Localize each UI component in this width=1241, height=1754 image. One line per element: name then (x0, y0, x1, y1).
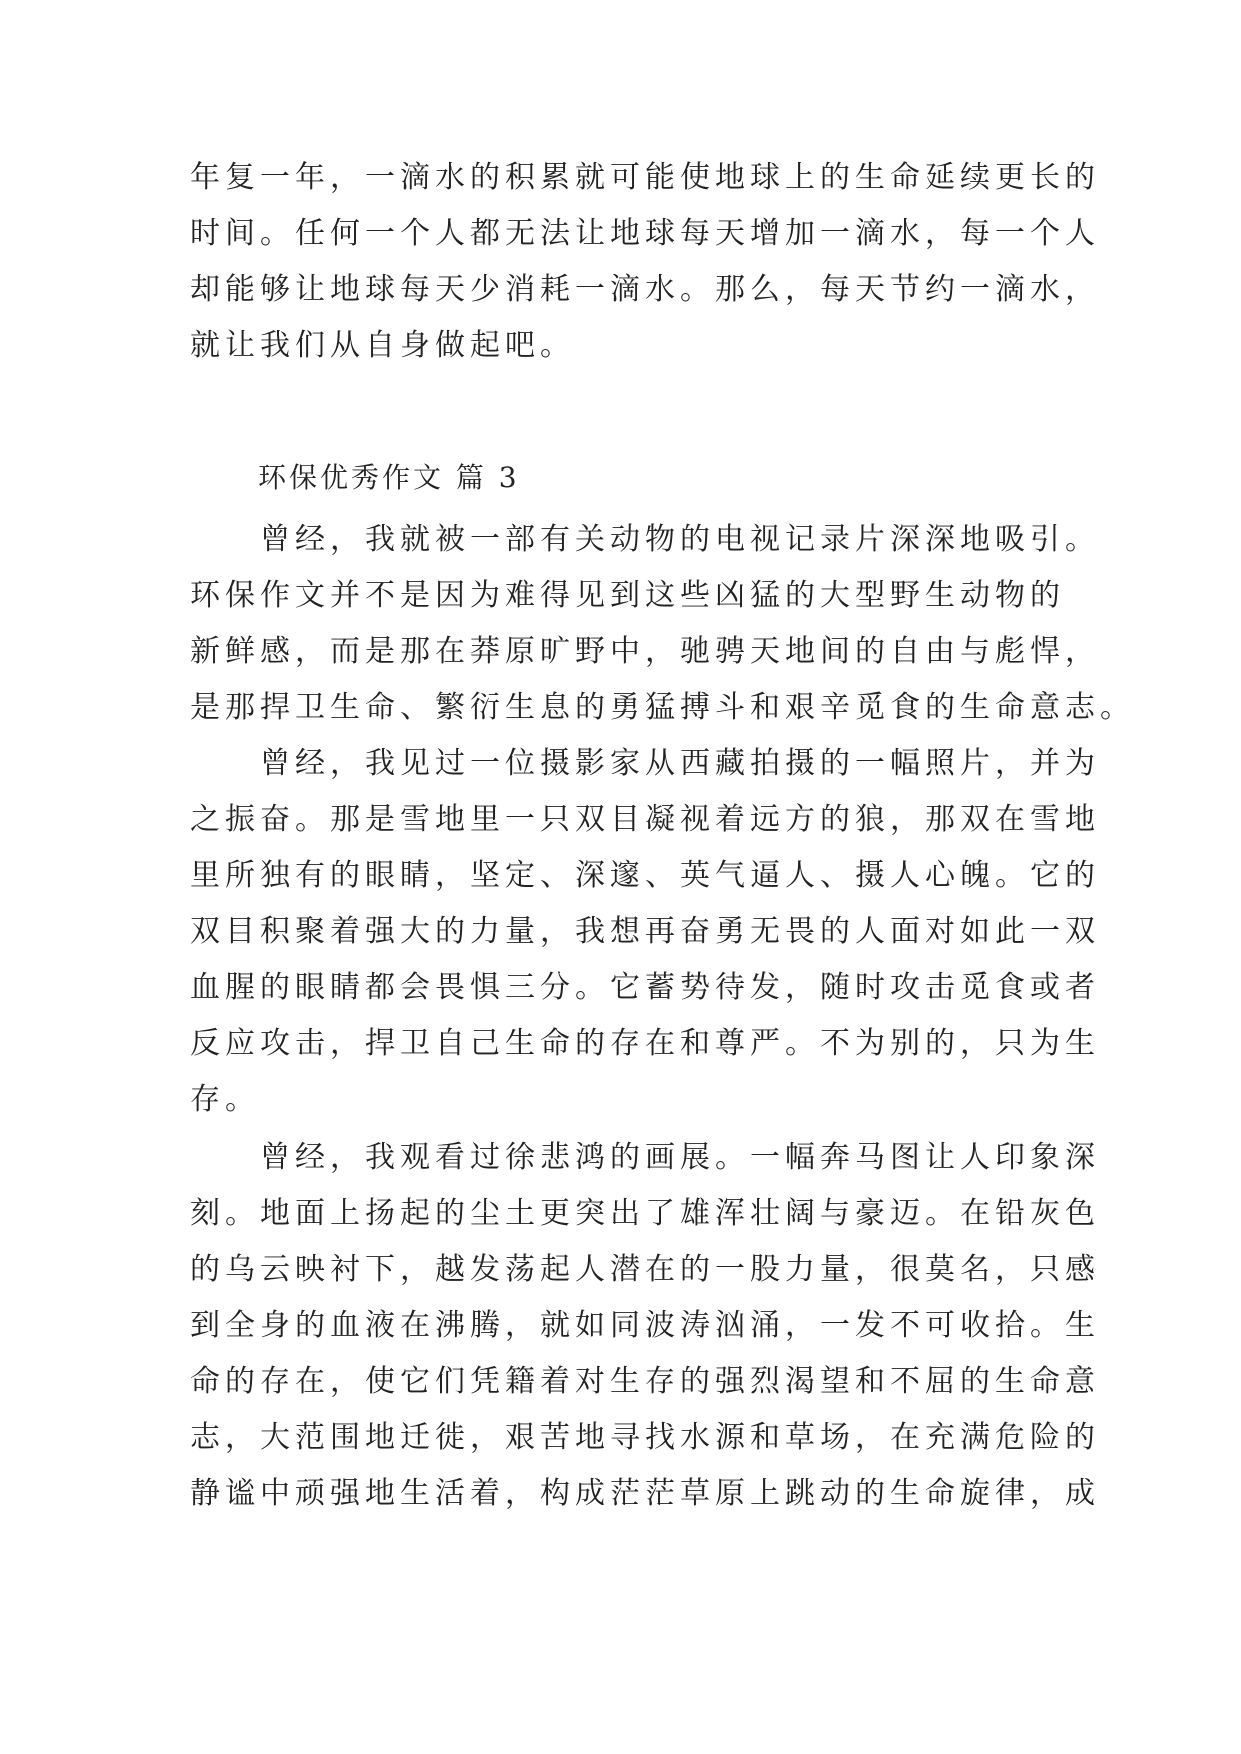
paragraph-2 (190, 736, 1100, 1128)
text-line: 双目积聚着强大的力量，我想再奋勇无畏的人面对如此一双 (190, 914, 1100, 949)
text-line: 血腥的眼睛都会畏惧三分。它蓄势待发，随时攻击觅食或者 (190, 970, 1100, 1005)
text-line: 却能够让地球每天少消耗一滴水。那么，每天节约一滴水， (190, 272, 1100, 307)
text-line: 曾经，我就被一部有关动物的电视记录片深深地吸引。 (260, 522, 1100, 557)
paragraph-intro (190, 150, 1100, 374)
text-line: 曾经，我见过一位摄影家从西藏拍摄的一幅照片，并为 (260, 746, 1100, 781)
text-line: 命的存在，使它们凭籍着对生存的强烈渴望和不屈的生命意 (190, 1364, 1100, 1399)
text-line: 存。 (190, 1082, 260, 1117)
text-line: 志，大范围地迁徙，艰苦地寻找水源和草场，在充满危险的 (190, 1420, 1100, 1455)
text-line: 年复一年，一滴水的积累就可能使地球上的生命延续更长的 (190, 160, 1100, 195)
text-line: 的乌云映衬下，越发荡起人潜在的一股力量，很莫名，只感 (190, 1252, 1100, 1287)
text-line: 是那捍卫生命、繁衍生息的勇猛搏斗和艰辛觅食的生命意志。 (190, 690, 1135, 725)
text-line: 反应攻击，捍卫自己生命的存在和尊严。不为别的，只为生 (190, 1026, 1100, 1061)
text-line: 新鲜感，而是那在莽原旷野中，驰骋天地间的自由与彪悍， (190, 634, 1100, 669)
text-line: 里所独有的眼睛，坚定、深邃、英气逼人、摄人心魄。它的 (190, 858, 1100, 893)
text-line: 环保作文并不是因为难得见到这些凶猛的大型野生动物的 (190, 578, 1065, 613)
text-line: 时间。任何一个人都无法让地球每天增加一滴水，每一个人 (190, 216, 1100, 251)
text-line: 就让我们从自身做起吧。 (190, 328, 575, 363)
paragraph-3 (190, 1130, 1100, 1522)
section-title: 环保优秀作文 篇 3 (258, 461, 520, 494)
text-line: 曾经，我观看过徐悲鸿的画展。一幅奔马图让人印象深 (260, 1140, 1100, 1175)
paragraph-1 (190, 512, 1135, 736)
text-line: 之振奋。那是雪地里一只双目凝视着远方的狼，那双在雪地 (190, 802, 1100, 837)
text-line: 到全身的血液在沸腾，就如同波涛汹涌，一发不可收拾。生 (190, 1308, 1100, 1343)
text-line: 刻。地面上扬起的尘土更突出了雄浑壮阔与豪迈。在铅灰色 (190, 1196, 1100, 1231)
text-line: 静谧中顽强地生活着，构成茫茫草原上跳动的生命旋律，成 (190, 1476, 1100, 1511)
